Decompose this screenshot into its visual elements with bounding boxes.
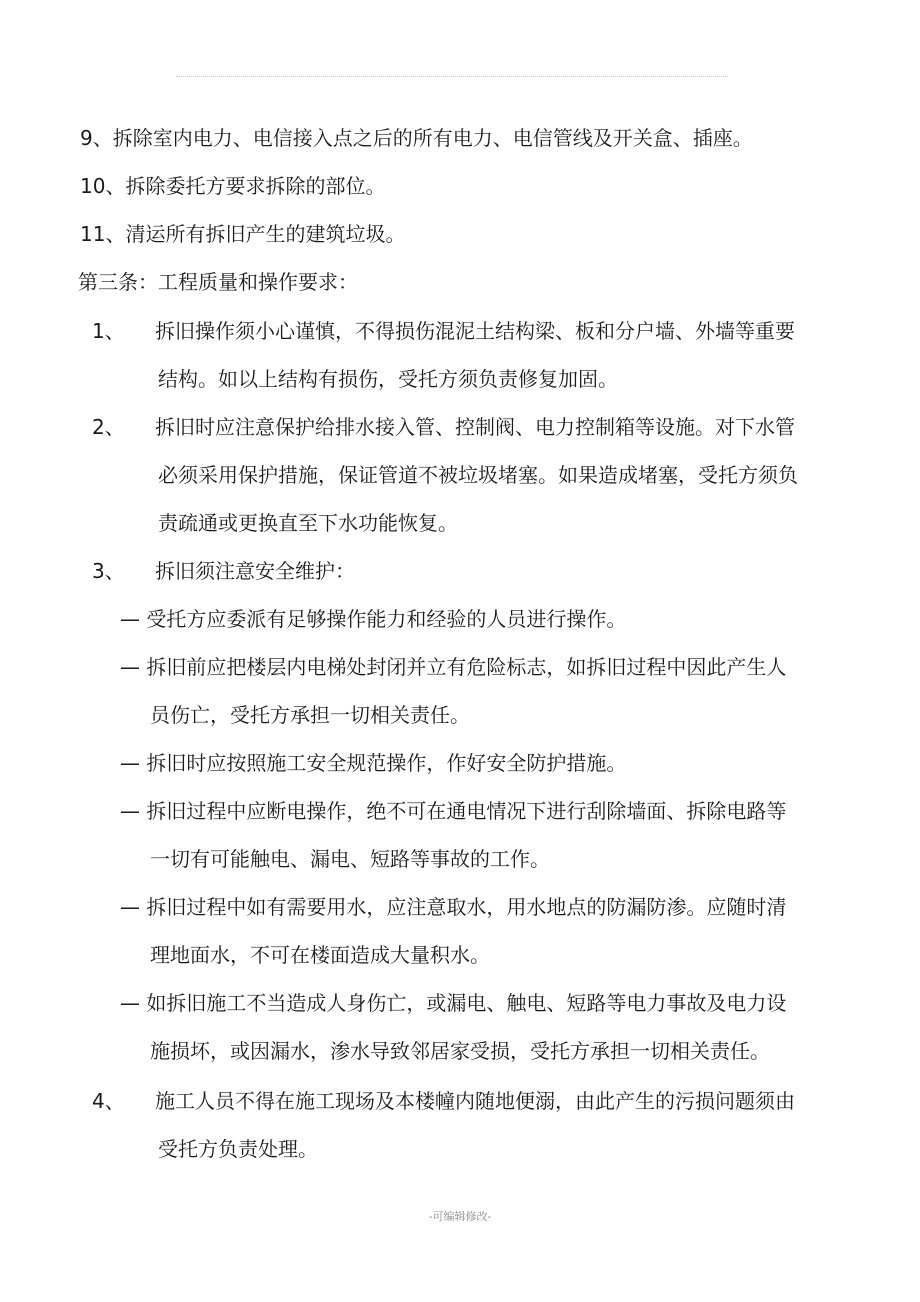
clause-text: 结构。如以上结构有损伤，受托方须负责修复加固。 bbox=[158, 367, 618, 391]
clause-number: 3、 bbox=[92, 559, 125, 583]
section-title: 第三条：工程质量和操作要求： bbox=[78, 270, 358, 294]
safety-item: — 拆旧时应按照施工安全规范操作，作好安全防护措施。 bbox=[120, 751, 627, 775]
clause-text: 受托方负责处理。 bbox=[158, 1137, 318, 1161]
clause-text: 拆旧操作须小心谨慎，不得损伤混泥土结构梁、板和分户墙、外墙等重要 bbox=[155, 319, 795, 343]
item-11: 11、清运所有拆旧产生的建筑垃圾。 bbox=[80, 222, 406, 246]
safety-item-cont: 施损坏，或因漏水，渗水导致邻居家受损，受托方承担一切相关责任。 bbox=[150, 1039, 770, 1063]
safety-item: — 拆旧过程中应断电操作，绝不可在通电情况下进行刮除墙面、拆除电路等 bbox=[120, 799, 787, 823]
clause-text: 必须采用保护措施，保证管道不被垃圾堵塞。如果造成堵塞，受托方须负 bbox=[158, 463, 798, 487]
safety-item: — 如拆旧施工不当造成人身伤亡，或漏电、触电、短路等电力事故及电力设 bbox=[120, 991, 787, 1015]
safety-item-cont: 员伤亡，受托方承担一切相关责任。 bbox=[150, 703, 470, 727]
footer-note: -可编辑修改- bbox=[428, 1210, 492, 1223]
safety-item: — 拆旧前应把楼层内电梯处封闭并立有危险标志，如拆旧过程中因此产生人 bbox=[120, 655, 787, 679]
header-rule bbox=[176, 76, 728, 77]
clause-number: 1、 bbox=[92, 319, 125, 343]
clause-text: 施工人员不得在施工现场及本楼幢内随地便溺，由此产生的污损问题须由 bbox=[155, 1089, 795, 1113]
safety-item: — 受托方应委派有足够操作能力和经验的人员进行操作。 bbox=[120, 607, 627, 631]
clause-text: 拆旧时应注意保护给排水接入管、控制阀、电力控制箱等设施。对下水管 bbox=[155, 415, 795, 439]
clause-text: 责疏通或更换直至下水功能恢复。 bbox=[158, 511, 458, 535]
clause-text: 拆旧须注意安全维护： bbox=[155, 559, 355, 583]
clause-number: 4、 bbox=[92, 1089, 125, 1113]
item-10: 10、拆除委托方要求拆除的部位。 bbox=[80, 174, 386, 198]
item-9: 9、拆除室内电力、电信接入点之后的所有电力、电信管线及开关盒、插座。 bbox=[80, 126, 753, 150]
safety-item-cont: 一切有可能触电、漏电、短路等事故的工作。 bbox=[150, 847, 550, 871]
safety-item-cont: 理地面水，不可在楼面造成大量积水。 bbox=[150, 943, 490, 967]
safety-item: — 拆旧过程中如有需要用水，应注意取水，用水地点的防漏防渗。应随时清 bbox=[120, 895, 787, 919]
clause-number: 2、 bbox=[92, 415, 125, 439]
